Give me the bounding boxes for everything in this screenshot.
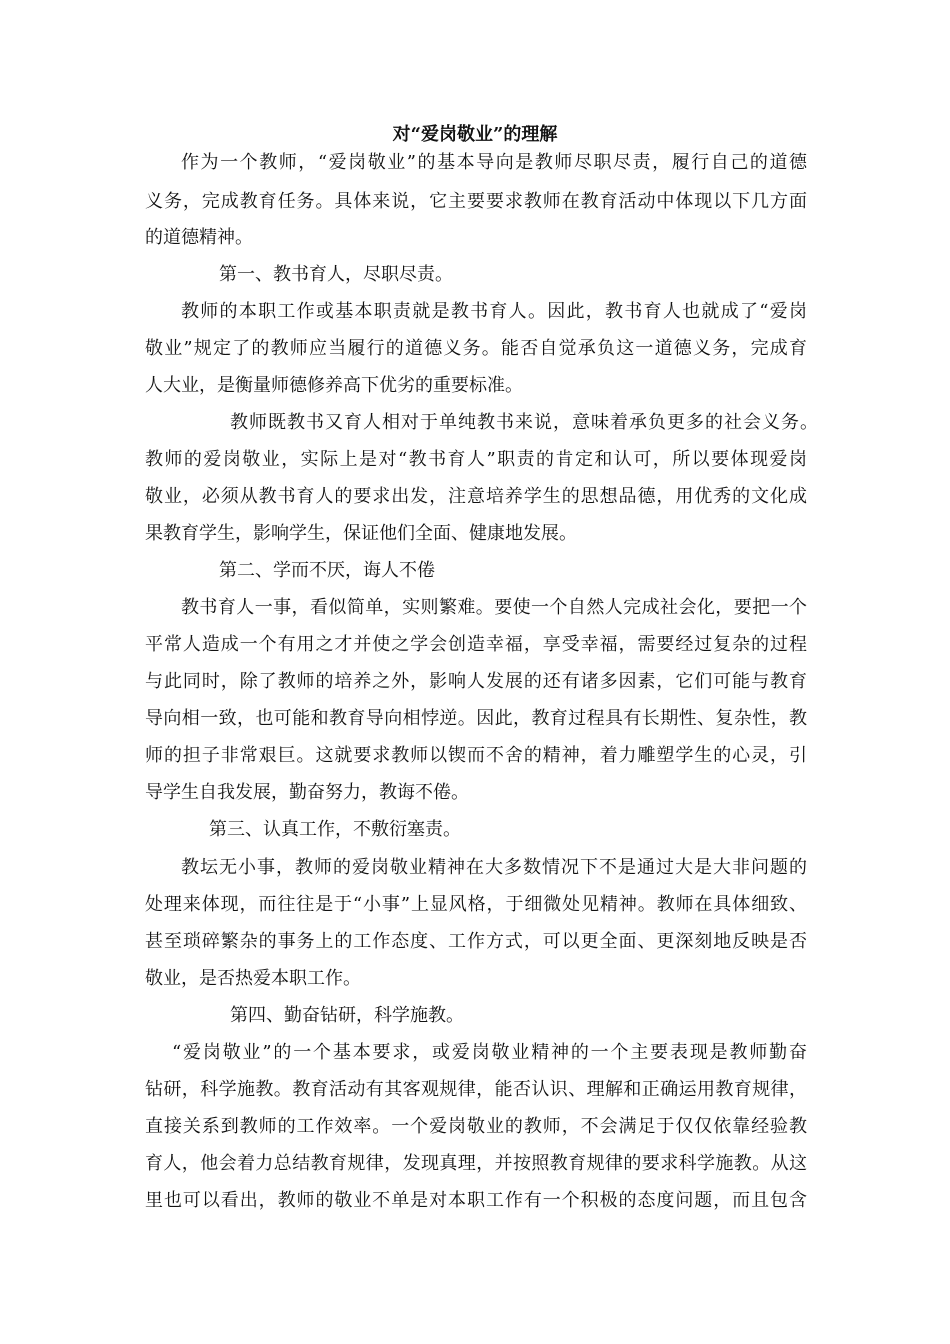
paragraph-line: 教书育人一事，看似简单，实则繁难。要使一个自然人完成社会化，要把一个 bbox=[181, 597, 807, 618]
paragraph-line: 平常人造成一个有用之才并使之学会创造幸福，享受幸福，需要经过复杂的过程 bbox=[145, 634, 807, 655]
section-heading: 第一、教书育人，尽职尽责。 bbox=[219, 264, 453, 285]
paragraph-line: 教师的本职工作或基本职责就是教书育人。因此，教书育人也就成了“爱岗 bbox=[181, 301, 807, 322]
paragraph-line: 的道德精神。 bbox=[145, 227, 253, 248]
paragraph-line: 教坛无小事，教师的爱岗敬业精神在大多数情况下不是通过大是大非问题的 bbox=[181, 857, 807, 878]
paragraph-line: 甚至琐碎繁杂的事务上的工作态度、工作方式，可以更全面、更深刻地反映是否 bbox=[145, 931, 807, 952]
paragraph-line: 果教育学生，影响学生，保证他们全面、健康地发展。 bbox=[145, 523, 577, 544]
paragraph-line: 里也可以看出，教师的敬业不单是对本职工作有一个积极的态度问题，而且包含 bbox=[145, 1190, 807, 1211]
paragraph-line: 直接关系到教师的工作效率。一个爱岗敬业的教师，不会满足于仅仅依靠经验教 bbox=[145, 1116, 807, 1137]
paragraph-line: 与此同时，除了教师的培养之外，影响人发展的还有诸多因素，它们可能与教育 bbox=[145, 671, 807, 692]
paragraph-line: 钻研，科学施教。教育活动有其客观规律，能否认识、理解和正确运用教育规律， bbox=[145, 1079, 807, 1100]
paragraph-line: 处理来体现，而往往是于“小事”上显风格，于细微处见精神。教师在具体细致、 bbox=[145, 894, 807, 915]
paragraph-line: 教师的爱岗敬业，实际上是对“教书育人”职责的肯定和认可，所以要体现爱岗 bbox=[145, 449, 807, 470]
section-heading: 第三、认真工作，不敷衍塞责。 bbox=[209, 819, 461, 840]
document-title: 对“爱岗敬业”的理解 bbox=[392, 124, 558, 145]
section-heading: 第二、学而不厌，诲人不倦 bbox=[219, 560, 435, 581]
paragraph-line: 导向相一致，也可能和教育导向相悖逆。因此，教育过程具有长期性、复杂性，教 bbox=[145, 708, 807, 729]
paragraph-line: 敬业，是否热爱本职工作。 bbox=[145, 968, 361, 989]
paragraph-line: 敬业”规定了的教师应当履行的道德义务。能否自觉承负这一道德义务，完成育 bbox=[145, 338, 807, 359]
paragraph-line: “爱岗敬业”的一个基本要求，或爱岗敬业精神的一个主要表现是教师勤奋 bbox=[172, 1042, 807, 1063]
paragraph-line: 作为一个教师，“爱岗敬业”的基本导向是教师尽职尽责，履行自己的道德 bbox=[181, 152, 807, 173]
paragraph-line: 义务，完成教育任务。具体来说，它主要要求教师在教育活动中体现以下几方面 bbox=[145, 191, 807, 212]
paragraph-line: 敬业，必须从教书育人的要求出发，注意培养学生的思想品德，用优秀的文化成 bbox=[145, 486, 807, 507]
section-heading: 第四、勤奋钻研，科学施教。 bbox=[230, 1005, 464, 1026]
paragraph-line: 教师既教书又育人相对于单纯教书来说，意味着承负更多的社会义务。 bbox=[230, 412, 818, 433]
paragraph-line: 导学生自我发展，勤奋努力，教诲不倦。 bbox=[145, 782, 469, 803]
paragraph-line: 育人，他会着力总结教育规律，发现真理，并按照教育规律的要求科学施教。从这 bbox=[145, 1153, 807, 1174]
paragraph-line: 人大业，是衡量师德修养高下优劣的重要标准。 bbox=[145, 375, 523, 396]
paragraph-line: 师的担子非常艰巨。这就要求教师以锲而不舍的精神，着力雕塑学生的心灵，引 bbox=[145, 745, 807, 766]
